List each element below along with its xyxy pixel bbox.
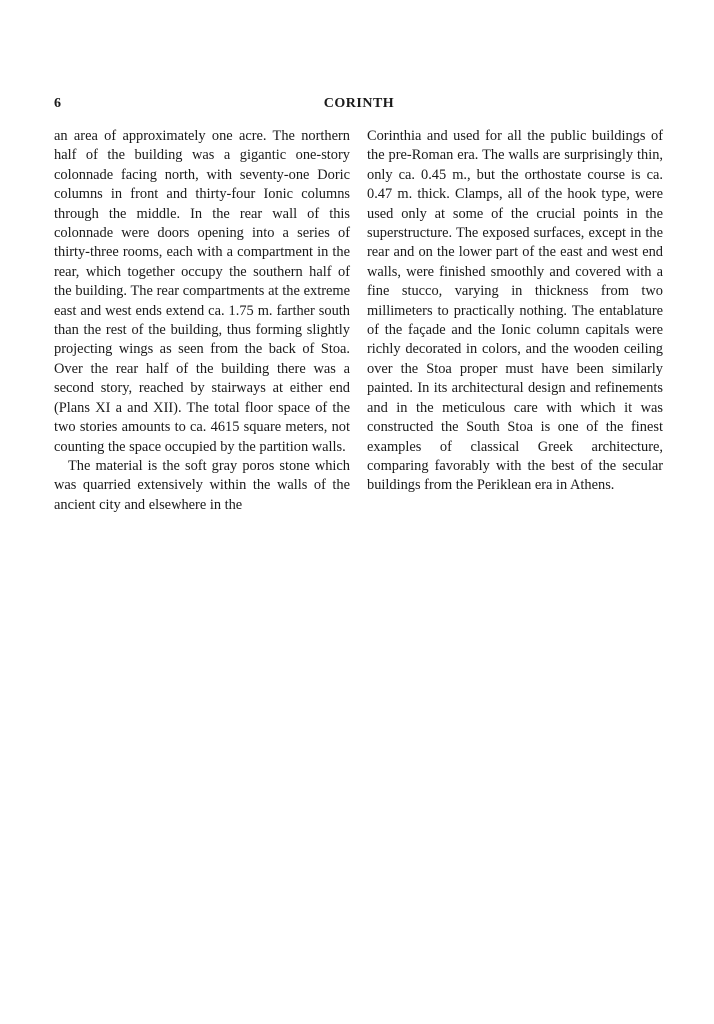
running-head [54,96,664,116]
right-column [367,127,663,496]
paragraph-material-continued: Corinthia and used for all the public buildings of the pre-Roman era. The walls are surprisingly thin, only ca. 0.45 m., but the orthostate course is ca. 0.47 m. thick. Clamps, all of the hook type, were used only at some of the crucial points in the superstructure. The exposed surfaces, except in the rear and on the lower part of the east and west end walls, were finished smoothly and covered with a fine stucco, varying in thickness from two millimeters to practically nothing. The entablature of the façade and the Ionic column capitals were richly decorated in colors, and the wooden ceiling over the Stoa proper must have been similarly painted. In its architectural design and refinements and in the meticulous care with which it was constructed the South Stoa is one of the finest examples of classical Greek architecture, comparing favorably with the best of the secular buildings from the Periklean era in Athens. [367,128,663,494]
page-number: 6 [54,96,61,111]
running-title: CORINTH [323,96,395,111]
paragraph-material: The material is the soft gray poros stone which was quarried extensively within the walls of the ancient city and elsewhere in the [54,457,350,513]
left-column [54,127,350,515]
paragraph-continued: an area of approximately one acre. The northern half of the building was a gigantic one-story colonnade facing north, with seventy-one Doric columns in front and thirty-four Ionic columns through the middle. In the rear wall of this colonnade were doors opening into a series of thirty-three rooms, each with a compartment in the rear, which together occupy the southern half of the building. The rear compartments at the extreme east and west ends extend ca. 1.75 m. farther south than the rest of the building, thus forming slightly projecting wings as seen from the back of Stoa. Over the rear half of the building there was a second story, reached by stairways at either end (Plans XI a and XII). The total floor space of the two stories amounts to ca. 4615 square meters, not counting the space occupied by the partition walls. [54,128,350,455]
